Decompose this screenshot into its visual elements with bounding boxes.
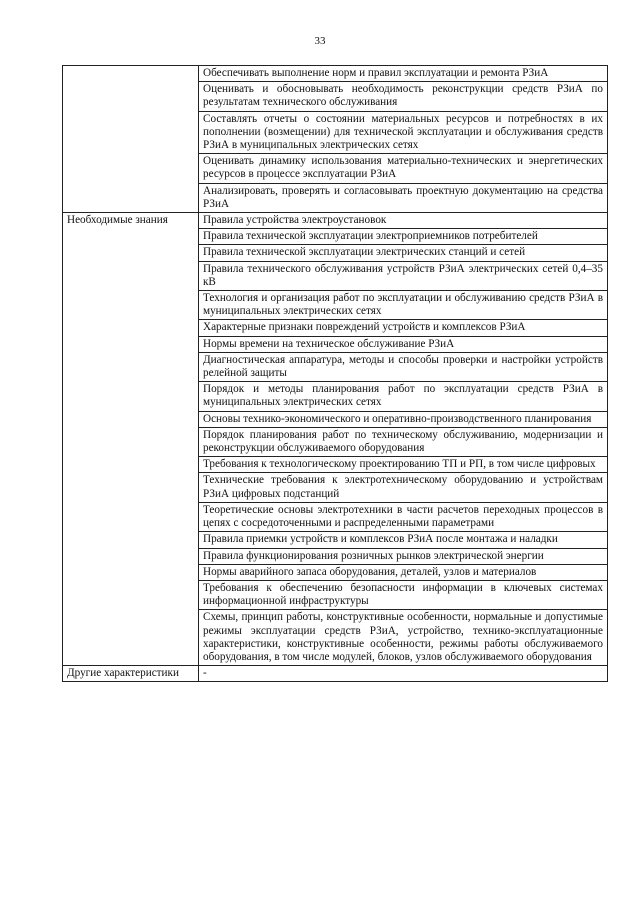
requirement-item: Правила устройства электроустановок [199,213,608,229]
requirement-item: Оценивать и обосновывать необходимость реконструкции средств РЗиА по результатам технического обслуживания [199,82,608,111]
requirement-item: Порядок и методы планирования работ по эксплуатации средств РЗиА в муниципальных электрических сетях [199,382,608,411]
requirement-item: Составлять отчеты о состоянии материальных ресурсов и потребностях в их пополнении (возмещении) для технической эксплуатации и обслуживания средств РЗиА в муниципальных электрических сетях [199,111,608,154]
section-label: Необходимые знания [63,213,199,666]
requirement-item: Требования к технологическому проектированию ТП и РП, в том числе цифровых [199,457,608,473]
requirement-item: Технология и организация работ по эксплуатации и обслуживанию средств РЗиА в муниципальных электрических сетях [199,291,608,320]
requirement-item: Анализировать, проверять и согласовывать проектную документацию на средства РЗиА [199,183,608,212]
table-row [63,66,608,82]
requirement-item: Порядок планирования работ по техническому обслуживанию, модернизации и реконструкции обслуживаемого оборудования [199,427,608,456]
page-number: 33 [314,35,326,47]
table-row [63,213,608,229]
competency-table [62,65,608,682]
section-label [63,66,199,213]
requirement-item: Правила приемки устройств и комплексов РЗиА после монтажа и наладки [199,532,608,548]
requirement-item: Правила функционирования розничных рынков электрической энергии [199,548,608,564]
requirement-item: Обеспечивать выполнение норм и правил эксплуатации и ремонта РЗиА [199,66,608,82]
requirement-item: Оценивать динамику использования материально-технических и энергетических ресурсов в процессе эксплуатации РЗиА [199,154,608,183]
table-row [63,666,608,682]
requirement-item: Технические требования к электротехническому оборудованию и устройствам РЗиА цифровых подстанций [199,473,608,502]
requirement-item: Правила технической эксплуатации электрических станций и сетей [199,245,608,261]
requirement-item: Правила технической эксплуатации электроприемников потребителей [199,229,608,245]
requirement-item: Требования к обеспечению безопасности информации в ключевых системах информационной инфраструктуры [199,580,608,609]
requirement-item: Схемы, принцип работы, конструктивные особенности, нормальные и допустимые режимы эксплуатации средств РЗиА, устройство, технико-эксплуатационные характеристики, конструктивные особенности, режимы работы обслуживаемого оборудования, в том числе модулей, блоков, узлов обслуживаемого оборудования [199,610,608,666]
requirement-item: - [199,666,608,682]
requirement-item: Правила технического обслуживания устройств РЗиА электрических сетей 0,4–35 кВ [199,261,608,290]
requirement-item: Теоретические основы электротехники в части расчетов переходных процессов в цепях с сосредоточенными и распределенными параметрами [199,502,608,531]
requirement-item: Диагностическая аппаратура, методы и способы проверки и настройки устройств релейной защиты [199,352,608,381]
requirement-item: Нормы времени на техническое обслуживание РЗиА [199,336,608,352]
requirement-item: Основы технико-экономического и оперативно-производственного планирования [199,411,608,427]
requirement-item: Нормы аварийного запаса оборудования, деталей, узлов и материалов [199,564,608,580]
section-label: Другие характеристики [63,666,199,682]
requirement-item: Характерные признаки повреждений устройств и комплексов РЗиА [199,320,608,336]
